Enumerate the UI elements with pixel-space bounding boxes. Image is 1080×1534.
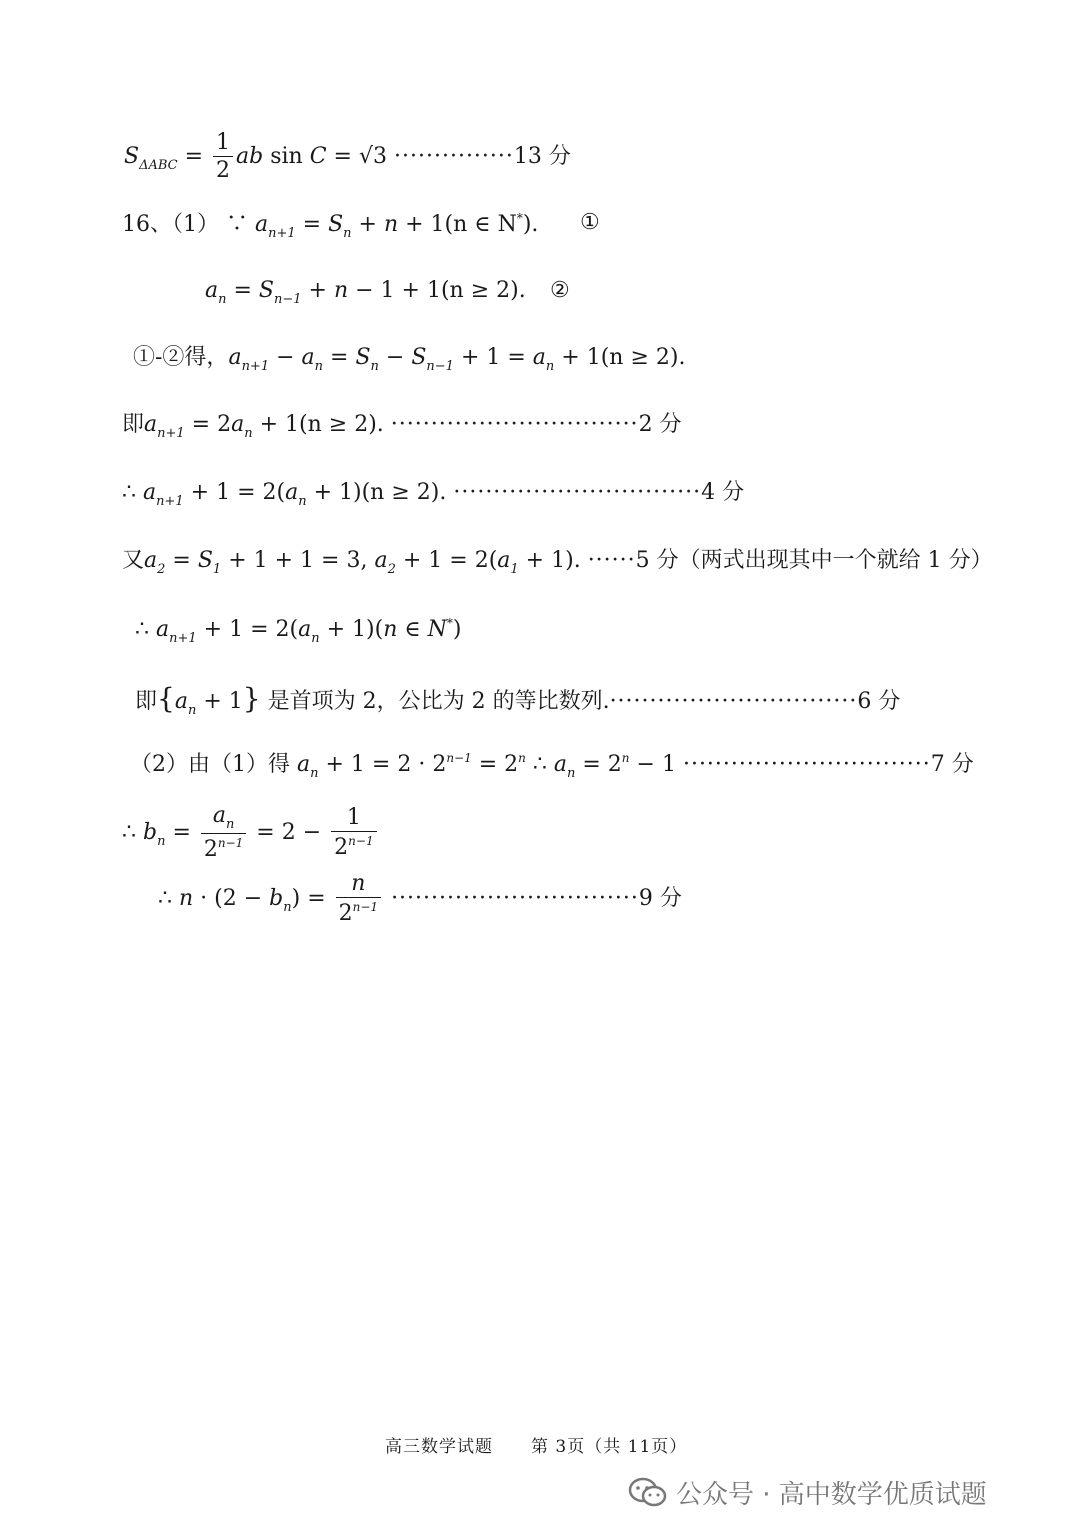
watermark (628, 1474, 987, 1511)
geometric-line: ∴ $a_{n+1} + 1 = 2(a_n + 1)(n \ge 2)$. ·······························4 分 (122, 480, 745, 509)
eq-marker-1: ① (580, 210, 600, 235)
n-times-line: ∴ $n \cdot (2 - b_n)$ = $\frac{n}{2^{n-1}}$ ·······························9 分 (158, 871, 682, 926)
score-5: 5 分（两式出现其中一个就给 1 分） (635, 548, 993, 573)
part2-line: （2）由（1）得 $a_n + 1 = 2 \cdot 2^{n-1} = 2^n$ ∴ $a_n = 2^n - 1 \cdot\cdot\cdot\cdot\cdot\cdot\cdot\cdot\cdot\cdot\cdot\cdot\cdot\cdot\cdot\cdot\cdot\cdot\cdot\cdot\cdot\cdot\cdot\cdot\cdot\cdot\cdot\cdot\cdot\cdot\cdot 7$ 分 (130, 751, 974, 781)
page-footer (385, 1432, 687, 1457)
score-7: 7 分 (930, 752, 974, 777)
wechat-icon (628, 1477, 668, 1509)
general-line: ∴ $a_{n+1} + 1 = 2(a_n + 1)(n$ ∈ N*) (135, 616, 462, 646)
score-13: 13 分 (513, 144, 571, 169)
bn-line: ∴ $b_n$ = $\frac{a_n}{2^{n-1}}$ = 2 − $\frac{1}{2^{n-1}}$ (122, 805, 380, 861)
area-formula-line: $S_{\Delta ABC}$ = $\frac{1}{2}$ ab sin C = √3 ···············13 分 (124, 130, 571, 183)
score-4: 4 分 (701, 480, 745, 505)
recurrence-line: 即$a_{n+1} = 2a_n + 1(n \ge 2)$. ·······························2 分 (122, 412, 682, 441)
score-6: 6 分 (857, 689, 901, 714)
conclusion-line: 即$\{a_n + 1\}$ 是首项为 2，公比为 2 的等比数列.·······························6 分 (135, 682, 901, 718)
initial-check-line: 又$a_2 = S_1 + 1 + 1 = 3$, $a_2 + 1 = 2(a_1 + 1)$. ······5 分（两式出现其中一个就给 1 分） (122, 548, 993, 577)
score-9: 9 分 (638, 886, 682, 911)
page-number: 第 3页（共 11页） (531, 1437, 688, 1457)
problem-16-line: 16、（1） ∵ $a_{n+1} = S_n + n + 1(n$ ∈ N*). ① (122, 210, 600, 241)
subtract-line: ①-②得，$a_{n+1} - a_n = S_n - S_{n-1} + 1 = a_n + 1(n \ge 2)$. (133, 345, 686, 374)
watermark-text: 公众号 · 高中数学优质试题 (676, 1480, 987, 1510)
problem-label: 16、（1） (122, 212, 219, 237)
footer-title: 高三数学试题 (385, 1437, 493, 1457)
eq2-line: $a_n = S_{n-1} + n - 1 + 1(n \ge 2)$. ② (205, 278, 570, 307)
eq-marker-2: ② (550, 278, 570, 303)
score-2: 2 分 (638, 412, 682, 437)
